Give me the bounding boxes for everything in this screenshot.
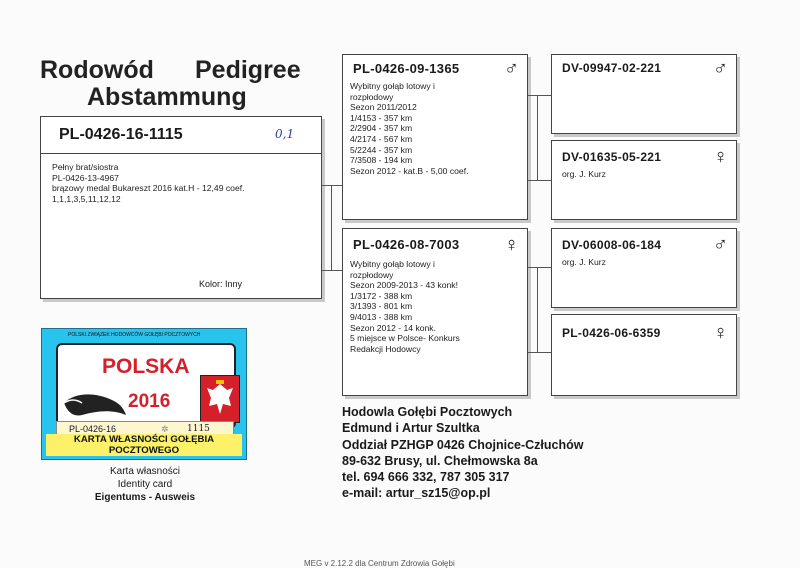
mother-info: [350, 259, 460, 354]
card-ring-number: 1115: [187, 424, 210, 434]
breeder-line: Oddział PZHGP 0426 Chojnice-Człuchów: [342, 437, 584, 452]
color-label: Kolor: Inny: [199, 279, 243, 289]
father-line: Wybitny gołąb lotowy i: [350, 81, 435, 91]
main-bird-info: [52, 162, 245, 204]
gm-paternal-info: [562, 169, 606, 180]
snowflake-icon: ✲: [161, 424, 169, 434]
female-icon: ♀: [713, 322, 728, 344]
connector: [537, 352, 551, 353]
gm-paternal-card: [551, 140, 737, 220]
gm-maternal-card: [551, 314, 737, 396]
title-pedigree: Pedigree: [195, 56, 301, 84]
male-icon: ♂: [713, 58, 728, 80]
gm-paternal-ring: DV-01635-05-221: [562, 150, 662, 164]
footer-text: MEG v 2.12.2 dla Centrum Zdrowia Gołębi: [304, 559, 455, 568]
father-line: 7/3508 - 194 km: [350, 155, 413, 166]
connector: [537, 95, 538, 180]
father-card: [342, 54, 528, 220]
gm-paternal-line: org. J. Kurz: [562, 169, 606, 179]
mother-line: Sezon 2009-2013 - 43 konk!: [350, 280, 458, 291]
handwritten-note: 0,1: [275, 127, 295, 141]
main-bird-line: Pełny brat/siostra: [52, 162, 119, 172]
connector: [331, 270, 342, 271]
connector: [537, 95, 551, 96]
main-bird-ring: PL-0426-16-1115: [59, 126, 183, 143]
female-icon: ♀: [713, 146, 728, 168]
id-caption-line: Eigentums - Ausweis: [94, 492, 196, 503]
connector: [528, 267, 537, 268]
title-rodowod: Rodowód: [40, 56, 154, 84]
connector: [537, 180, 551, 181]
breeder-info: [342, 404, 583, 502]
mother-line: 9/4013 - 388 km: [350, 311, 413, 322]
father-line: 1/4153 - 357 km: [350, 112, 413, 123]
id-caption-line: Karta własności: [109, 466, 181, 477]
gf-maternal-card: [551, 228, 737, 308]
breeder-line: Edmund i Artur Szultka: [342, 421, 480, 436]
male-icon: ♂: [713, 234, 728, 256]
id-caption: [60, 465, 230, 504]
mother-line: 5 miejsce w Polsce- Konkurs: [350, 333, 460, 344]
father-line: Sezon 2011/2012: [350, 102, 417, 113]
gf-maternal-info: [562, 257, 606, 268]
connector: [331, 185, 342, 186]
mother-line: 3/1393 - 801 km: [350, 301, 413, 312]
father-line: 2/2904 - 357 km: [350, 123, 413, 134]
main-bird-line: 1,1,1,3,5,11,12,12: [52, 193, 121, 204]
main-bird-line: brązowy medal Bukareszt 2016 kat.H - 12,49 coef.: [52, 183, 245, 194]
gf-paternal-card: [551, 54, 737, 134]
connector: [537, 267, 538, 352]
card-arc-text: POLSKI ZWIĄZEK HODOWCÓW GOŁĘBI POCZTOWYCH: [68, 332, 201, 338]
card-bottom-text: KARTA WŁASNOŚCI GOŁĘBIA POCZTOWEGO: [46, 434, 242, 456]
father-ring: PL-0426-09-1365: [353, 61, 460, 76]
mother-line: Sezon 2012 - 14 konk.: [350, 322, 436, 333]
mother-card: [342, 228, 528, 396]
main-bird-ring-header: [41, 117, 321, 154]
gm-maternal-ring: PL-0426-06-6359: [562, 326, 661, 340]
card-ring-prefix: PL-0426-16: [69, 424, 117, 434]
mother-line: Wybitny gołąb lotowy i: [350, 259, 435, 269]
id-caption-line: Identity card: [117, 479, 173, 490]
card-country: POLSKA: [102, 355, 190, 378]
connector: [528, 180, 537, 181]
mother-line: Redakcji Hodowcy: [350, 343, 421, 354]
title-abstammung: Abstammung: [87, 83, 247, 111]
breeder-line: 89-632 Brusy, ul. Chełmowska 8a: [342, 453, 538, 468]
connector: [528, 352, 537, 353]
gf-maternal-line: org. J. Kurz: [562, 257, 606, 267]
connector: [528, 95, 537, 96]
card-inner: [56, 343, 236, 429]
breeder-line: tel. 694 666 332, 787 305 317: [342, 470, 510, 485]
mother-ring: PL-0426-08-7003: [353, 237, 460, 252]
father-line: rozpłodowy: [350, 91, 394, 102]
main-bird-card: [40, 116, 322, 299]
ownership-card: [41, 328, 247, 460]
mother-line: 1/3172 - 388 km: [350, 290, 413, 301]
father-info: [350, 81, 468, 176]
father-line: 5/2244 - 357 km: [350, 144, 413, 155]
female-icon: ♀: [504, 234, 519, 256]
mother-line: rozpłodowy: [350, 269, 394, 280]
father-line: Sezon 2012 - kat.B - 5,00 coef.: [350, 165, 469, 176]
connector: [537, 267, 551, 268]
pigeon-icon: [60, 381, 128, 421]
father-line: 4/2174 - 567 km: [350, 133, 413, 144]
gf-paternal-ring: DV-09947-02-221: [562, 61, 662, 75]
breeder-line: e-mail: artur_sz15@op.pl: [342, 486, 491, 501]
gf-maternal-ring: DV-06008-06-184: [562, 238, 662, 252]
breeder-line: Hodowla Gołębi Pocztowych: [342, 405, 513, 419]
card-year: 2016: [128, 391, 171, 412]
male-icon: ♂: [504, 58, 519, 80]
connector: [331, 185, 332, 270]
main-bird-line: PL-0426-13-4967: [52, 172, 119, 183]
eagle-emblem-icon: [200, 375, 240, 423]
